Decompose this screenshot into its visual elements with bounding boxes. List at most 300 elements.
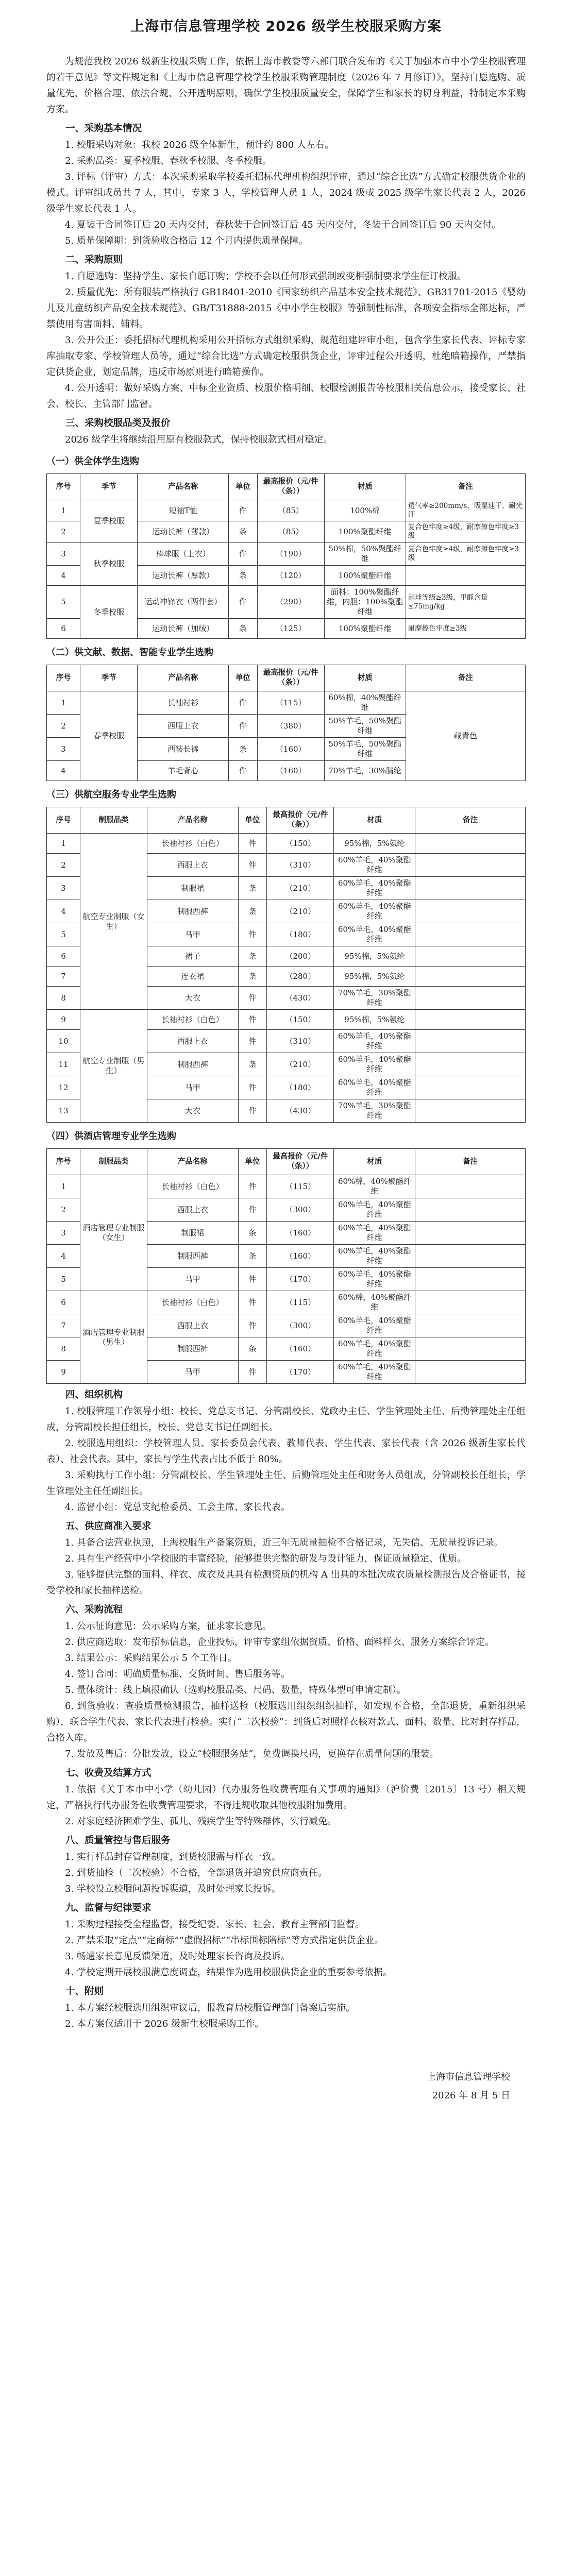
cell: 连衣裙 bbox=[147, 967, 239, 987]
column-header: 产品名称 bbox=[147, 1149, 239, 1175]
cell: 件 bbox=[228, 761, 257, 781]
cell: （85） bbox=[257, 521, 324, 543]
cell: 制服裙 bbox=[147, 1222, 239, 1245]
cell: （300） bbox=[267, 1314, 334, 1337]
paragraph: 2. 供应商选取：发布招标信息，企业投标，评审专家组依据资质、价格、面料样衣、服务方案综合评定。 bbox=[65, 1637, 494, 1648]
section-heading: 七、收费及结算方式 bbox=[65, 1768, 152, 1778]
column-header: 材质 bbox=[334, 807, 415, 834]
paragraph: 3. 畅通家长意见反馈渠道，及时处理家长咨询及投诉。 bbox=[65, 1951, 290, 1962]
cell: 条 bbox=[238, 877, 267, 900]
paragraph: 4. 夏装于合同签订后 20 天内交付，春秋装于合同签订后 45 天内交付，冬装于合同签订后 90 天内交付。 bbox=[65, 219, 501, 230]
cell: 长袖衬衫 bbox=[138, 691, 229, 715]
cell: 夏季校服 bbox=[80, 500, 138, 543]
paragraph: 1. 校服采购对象：我校 2026 级全体新生，预计约 800 人左右。 bbox=[65, 140, 334, 150]
cell: 制服西裤 bbox=[147, 900, 239, 923]
cell: （300） bbox=[267, 1198, 334, 1222]
column-header: 材质 bbox=[324, 474, 406, 500]
cell: 航空专业制服（女生） bbox=[80, 834, 147, 1010]
cell: （180） bbox=[267, 1076, 334, 1099]
cell: 件 bbox=[238, 1268, 267, 1291]
cell: 4 bbox=[47, 1245, 80, 1268]
cell: 60%棉，40%聚酯纤维 bbox=[324, 691, 406, 715]
column-header: 最高报价（元/件（条）） bbox=[267, 1149, 334, 1175]
paragraph: 4. 监督小组：党总支纪检委员、工会主席、家长代表。 bbox=[65, 1502, 290, 1513]
table-header-row bbox=[47, 1149, 526, 1175]
cell: （150） bbox=[267, 1010, 334, 1030]
cell bbox=[415, 923, 526, 946]
cell: 4 bbox=[47, 761, 80, 781]
cell: 复合色牢度≥4级，耐摩擦色牢度≥3级 bbox=[406, 521, 525, 543]
cell bbox=[415, 834, 526, 854]
table-title: （二）供文献、数据、智能专业学生选购 bbox=[46, 647, 213, 658]
cell bbox=[415, 1198, 526, 1222]
cell: （310） bbox=[267, 1030, 334, 1053]
cell: 11 bbox=[47, 1053, 80, 1076]
paragraph: 2. 严禁采取“定点”“定商标”“虚假招标”“串标围标陪标”等方式指定供货企业。 bbox=[65, 1935, 384, 1946]
cell: （290） bbox=[257, 586, 324, 619]
column-header: 最高报价（元/件（条）） bbox=[267, 807, 334, 834]
section-heading: 八、质量管控与售后服务 bbox=[65, 1835, 171, 1846]
section-quality-control bbox=[46, 1833, 526, 1897]
column-header: 材质 bbox=[334, 1149, 415, 1175]
section-heading: 九、监督与纪律要求 bbox=[65, 1903, 152, 1913]
cell: 1 bbox=[47, 691, 80, 715]
cell: 酒店管理专业制服（女生） bbox=[80, 1175, 147, 1291]
cell: 条 bbox=[228, 619, 257, 639]
cell: 2 bbox=[47, 715, 80, 738]
table-row bbox=[47, 691, 526, 715]
cell: 100%聚酯纤维 bbox=[324, 566, 406, 586]
cell bbox=[415, 946, 526, 967]
cell bbox=[415, 1337, 526, 1361]
cell: 件 bbox=[228, 691, 257, 715]
signature-org: 上海市信息管理学校 bbox=[427, 2072, 510, 2082]
cell: （180） bbox=[267, 923, 334, 946]
cell: 长袖衬衫（白色） bbox=[147, 1010, 239, 1030]
cell bbox=[415, 1076, 526, 1099]
paragraph: 5. 量体统计：线上填报确认（选购校服品类、尺码、数量，特殊体型可申请定制）。 bbox=[65, 1685, 406, 1696]
cell: 酒店管理专业制服（男生） bbox=[80, 1291, 147, 1384]
cell: 透气率≥200mm/s，吸湿速干，耐光汗 bbox=[406, 500, 525, 521]
table-title: （四）供酒店管理专业学生选购 bbox=[46, 1131, 176, 1142]
cell: 西服上衣 bbox=[147, 854, 239, 877]
cell: 条 bbox=[228, 521, 257, 543]
column-header: 单位 bbox=[238, 1149, 267, 1175]
column-header: 备注 bbox=[415, 807, 526, 834]
cell: 件 bbox=[238, 1076, 267, 1099]
cell bbox=[415, 1222, 526, 1245]
cell: 5 bbox=[47, 1268, 80, 1291]
cell: 件 bbox=[238, 923, 267, 946]
column-header: 备注 bbox=[406, 665, 525, 691]
cell: 长袖衬衫（白色） bbox=[147, 1291, 239, 1314]
cell: 60%羊毛，40%聚酯纤维 bbox=[334, 1198, 415, 1222]
cell: 起球等级≥3级，甲醛含量≤75mg/kg bbox=[406, 586, 525, 619]
cell: 件 bbox=[228, 586, 257, 619]
cell: 7 bbox=[47, 1314, 80, 1337]
cell bbox=[415, 854, 526, 877]
cell bbox=[415, 1099, 526, 1123]
cell: （430） bbox=[267, 987, 334, 1010]
cell: 马甲 bbox=[147, 1268, 239, 1291]
uniform-table-all-students bbox=[46, 473, 526, 639]
paragraph: 2. 到货抽检（二次校验）不合格，全部退货并追究供应商责任。 bbox=[65, 1868, 327, 1878]
cell: 6 bbox=[47, 619, 80, 639]
section-procurement-process bbox=[46, 1602, 526, 1762]
cell: 制服西裤 bbox=[147, 1337, 239, 1361]
cell: 60%羊毛，40%聚酯纤维 bbox=[334, 1361, 415, 1384]
cell: （85） bbox=[257, 500, 324, 521]
cell bbox=[415, 1030, 526, 1053]
cell: 件 bbox=[238, 1314, 267, 1337]
intro-paragraph: 为规范我校 2026 级新生校服采购工作，依据上海市教委等六部门联合发布的《关于加强本市中小学生校服管理的若干意见》等文件规定和《上海市信息管理学校学生校服采购管理制度（2026 年 7 月修订）》，坚持自愿选购、质量优先、价格合理、依法合规、公开透明原则，确保学生校服质量安全，保障学生和家长的切身利益，特制定本采购方案。 bbox=[46, 56, 526, 115]
paragraph: 3. 采购执行工作小组：分管副校长、学生管理处主任、后勤管理处主任和财务人员组成，分管副校长任组长，学生管理处主任任副组长。 bbox=[46, 1470, 526, 1497]
cell: 8 bbox=[47, 987, 80, 1010]
cell: （310） bbox=[267, 854, 334, 877]
paragraph: 3. 结果公示：采购结果公示 5 个工作日。 bbox=[65, 1653, 237, 1664]
paragraph: 1. 公示征询意见：公示采购方案，征求家长意见。 bbox=[65, 1621, 272, 1632]
signature-date: 2026 年 8 月 5 日 bbox=[432, 2090, 510, 2101]
cell: （380） bbox=[257, 715, 324, 738]
cell bbox=[415, 1291, 526, 1314]
column-header: 单位 bbox=[238, 807, 267, 834]
column-header: 材质 bbox=[324, 665, 406, 691]
paragraph: 5. 质量保障期：到货验收合格后 12 个月内提供质量保障。 bbox=[65, 235, 308, 246]
section-heading: 二、采购原则 bbox=[65, 255, 123, 265]
cell: 50%羊毛，50%聚酯纤维 bbox=[324, 738, 406, 761]
paragraph: 1. 采购过程接受全程监督，接受纪委、家长、社会、教育主管部门监督。 bbox=[65, 1919, 364, 1930]
cell: 制服裙 bbox=[147, 877, 239, 900]
column-header: 季节 bbox=[80, 474, 138, 500]
cell: 60%棉，40%聚酯纤维 bbox=[334, 1175, 415, 1198]
column-header: 序号 bbox=[47, 474, 80, 500]
column-header: 制服品类 bbox=[80, 1149, 147, 1175]
section-fees bbox=[46, 1765, 526, 1829]
section-heading: 十、附则 bbox=[65, 1986, 104, 1997]
paragraph: 2. 对家庭经济困难学生、孤儿、残疾学生等特殊群体，实行减免。 bbox=[65, 1816, 337, 1827]
cell: 9 bbox=[47, 1361, 80, 1384]
paragraph: 3. 能够提供完整的面料、样衣、成衣及其具有检测资质的机构 A 出具的本批次成衣质量检测报告及合格证书，接受学校和家长抽样送检。 bbox=[46, 1569, 526, 1596]
paragraph: 4. 公开透明：做好采购方案、中标企业资质、校服价格明细、校服检测报告等校服相关信息公示，接受家长、社会、校长、主管部门监督。 bbox=[46, 383, 526, 410]
paragraph: 1. 校服管理工作领导小组：校长、党总支书记、分管副校长、党政办主任、学生管理处主任、后勤管理处主任组成，分管副校长担任组长，校长、党总支书记任副组长。 bbox=[46, 1406, 526, 1433]
uniform-table-hotel bbox=[46, 1148, 526, 1384]
cell: 大衣 bbox=[147, 1099, 239, 1123]
cell: 面料：100%聚酯纤维，内胆：100%聚酯纤维 bbox=[324, 586, 406, 619]
cell: （160） bbox=[267, 1337, 334, 1361]
column-header: 制服品类 bbox=[80, 807, 147, 834]
paragraph: 6. 到货验收：查验质量检测报告，抽样送检（校服选用组织组织抽样，如发现不合格，全部退货，重新组织采购），联合学生代表、家长代表进行检验。实行“二次校验”：到货后对照样衣核对款式、面料、数量、比对封存样品，合格入库。 bbox=[46, 1701, 526, 1743]
cell: 条 bbox=[228, 738, 257, 761]
cell: 9 bbox=[47, 1010, 80, 1030]
table-row bbox=[47, 586, 526, 619]
table-row bbox=[47, 543, 526, 566]
uniform-table-majors bbox=[46, 665, 526, 781]
cell: （170） bbox=[267, 1268, 334, 1291]
cell: 13 bbox=[47, 1099, 80, 1123]
cell: （160） bbox=[257, 761, 324, 781]
cell: 60%羊毛，40%聚酯纤维 bbox=[334, 1268, 415, 1291]
cell: 西服上衣 bbox=[147, 1030, 239, 1053]
paragraph: 2026 级学生将继续沿用原有校服款式，保持校服款式相对稳定。 bbox=[65, 434, 333, 445]
section-uniform-items bbox=[46, 415, 526, 1384]
cell: （120） bbox=[257, 566, 324, 586]
cell: 70%羊毛，30%聚酯纤维 bbox=[334, 987, 415, 1010]
section-heading: 六、采购流程 bbox=[65, 1604, 123, 1615]
cell: 50%棉，50%聚酯纤维 bbox=[324, 543, 406, 566]
table-row bbox=[47, 1175, 526, 1198]
cell: 60%羊毛，40%聚酯纤维 bbox=[334, 923, 415, 946]
section-supplementary bbox=[46, 1984, 526, 2032]
cell: （115） bbox=[257, 691, 324, 715]
cell: 长袖衬衫（白色） bbox=[147, 1175, 239, 1198]
cell: （115） bbox=[267, 1291, 334, 1314]
cell: 航空专业制服（男生） bbox=[80, 1010, 147, 1123]
paragraph: 4. 学校定期开展校服满意度调查，结果作为选用校服供货企业的重要参考依据。 bbox=[65, 1967, 392, 1978]
paragraph: 3. 学校设立校服问题投诉渠道，及时处理家长投诉。 bbox=[65, 1884, 281, 1894]
cell bbox=[415, 1053, 526, 1076]
cell: 运动长裤（厚款） bbox=[138, 566, 229, 586]
cell: 95%棉，5%氨纶 bbox=[334, 834, 415, 854]
cell: 50%羊毛，50%聚酯纤维 bbox=[324, 715, 406, 738]
cell bbox=[415, 877, 526, 900]
cell: 羊毛背心 bbox=[138, 761, 229, 781]
cell: 件 bbox=[238, 1291, 267, 1314]
cell: 马甲 bbox=[147, 923, 239, 946]
column-header: 序号 bbox=[47, 807, 80, 834]
cell: 运动长裤（薄款） bbox=[138, 521, 229, 543]
cell: 100%棉 bbox=[324, 500, 406, 521]
table-header-row bbox=[47, 807, 526, 834]
cell: 60%羊毛，40%聚酯纤维 bbox=[334, 877, 415, 900]
cell: 复合色牢度≥4级，耐摩擦色牢度≥3级 bbox=[406, 543, 525, 566]
cell: 60%羊毛，40%聚酯纤维 bbox=[334, 1222, 415, 1245]
table-title: （三）供航空服务专业学生选购 bbox=[46, 789, 176, 800]
cell: 3 bbox=[47, 1222, 80, 1245]
cell bbox=[415, 1314, 526, 1337]
cell: 件 bbox=[228, 715, 257, 738]
paragraph: 1. 实行样品封存管理制度，到货校服需与样衣一致。 bbox=[65, 1852, 281, 1862]
cell bbox=[415, 1361, 526, 1384]
paragraph: 3. 评标（评审）方式：本次采购采取学校委托招标代理机构组织评审，通过“综合比选”方式确定校服供货企业的模式。评审组成员共 7 人，其中，专家 3 人，学校管理人员 1 人，2024 级或 2025 级学生家长代表 2 人，2026 级学生家长代表 1 人。 bbox=[46, 172, 526, 214]
cell: 5 bbox=[47, 586, 80, 619]
section-heading: 四、组织机构 bbox=[65, 1389, 123, 1400]
cell: 60%羊毛，40%聚酯纤维 bbox=[334, 1030, 415, 1053]
cell: 4 bbox=[47, 566, 80, 586]
section-supplier-requirements bbox=[46, 1518, 526, 1599]
section-heading: 五、供应商准入要求 bbox=[65, 1521, 152, 1532]
column-header: 最高报价（元/件（条）） bbox=[257, 474, 324, 500]
cell bbox=[415, 967, 526, 987]
section-supervision bbox=[46, 1900, 526, 1980]
column-header: 产品名称 bbox=[138, 665, 229, 691]
cell: 条 bbox=[238, 946, 267, 967]
cell: 件 bbox=[238, 1198, 267, 1222]
paragraph: 2. 采购品类：夏季校服、春秋季校服、冬季校服。 bbox=[65, 156, 272, 166]
cell bbox=[415, 1175, 526, 1198]
cell: 2 bbox=[47, 521, 80, 543]
cell: 件 bbox=[228, 500, 257, 521]
cell bbox=[415, 1268, 526, 1291]
cell: 件 bbox=[238, 1030, 267, 1053]
table-row bbox=[47, 834, 526, 854]
cell bbox=[406, 566, 525, 586]
section-organization bbox=[46, 1387, 526, 1515]
paragraph: 1. 具备合法营业执照，上海校服生产备案资质，近三年无质量抽检不合格记录，无失信、无质量投诉记录。 bbox=[65, 1537, 503, 1548]
cell: 耐摩擦色牢度≥3级 bbox=[406, 619, 525, 639]
column-header: 序号 bbox=[47, 1149, 80, 1175]
cell: 条 bbox=[238, 1337, 267, 1361]
cell: 件 bbox=[238, 987, 267, 1010]
cell: （210） bbox=[267, 1053, 334, 1076]
cell: 3 bbox=[47, 738, 80, 761]
cell: （115） bbox=[267, 1175, 334, 1198]
cell: 藏青色 bbox=[406, 691, 525, 781]
cell: 件 bbox=[238, 1175, 267, 1198]
column-header: 备注 bbox=[415, 1149, 526, 1175]
table-row bbox=[47, 1291, 526, 1314]
paragraph: 3. 公开公正：委托招标代理机构采用公开招标方式组织采购，规范组建评审小组，包含学生家长代表、评标专家库抽取专家、学校管理人员等，通过“综合比选”方式确定校服供货企业，评审过程公开透明，杜绝暗箱操作，严禁指定供货企业，划定品牌，违反市场原则进行暗箱操作。 bbox=[46, 335, 526, 378]
paragraph: 2. 校服选用组织：学校管理人员、家长委员会代表、教师代表、学生代表、家长代表（含 2026 级新生家长代表）、社会代表。其中，家长与学生代表占比不低于 80%。 bbox=[46, 1438, 526, 1465]
cell: 马甲 bbox=[147, 1361, 239, 1384]
cell: 2 bbox=[47, 854, 80, 877]
table-title: （一）供全体学生选购 bbox=[46, 456, 139, 467]
table-header-row bbox=[47, 474, 526, 500]
cell: 70%羊毛，30%聚酯纤维 bbox=[334, 1099, 415, 1123]
cell: 件 bbox=[238, 834, 267, 854]
column-header: 备注 bbox=[406, 474, 525, 500]
column-header: 单位 bbox=[228, 474, 257, 500]
column-header: 序号 bbox=[47, 665, 80, 691]
cell: 6 bbox=[47, 946, 80, 967]
cell: 100%聚酯纤维 bbox=[324, 619, 406, 639]
cell: 条 bbox=[238, 1053, 267, 1076]
section-basic-info bbox=[46, 121, 526, 249]
cell: 制服西裤 bbox=[147, 1053, 239, 1076]
cell: 件 bbox=[238, 854, 267, 877]
cell: 8 bbox=[47, 1337, 80, 1361]
cell: 短袖T恤 bbox=[138, 500, 229, 521]
column-header: 单位 bbox=[228, 665, 257, 691]
cell: 条 bbox=[238, 967, 267, 987]
cell bbox=[415, 900, 526, 923]
table-row bbox=[47, 500, 526, 521]
paragraph: 1. 自愿选购：坚持学生、家长自愿订购；学校不会以任何形式强制或变相强制要求学生征订校服。 bbox=[65, 271, 466, 282]
column-header: 产品名称 bbox=[147, 807, 239, 834]
cell: 件 bbox=[238, 1361, 267, 1384]
cell: 60%羊毛，40%聚酯纤维 bbox=[334, 900, 415, 923]
cell: 条 bbox=[238, 1222, 267, 1245]
cell: 条 bbox=[238, 900, 267, 923]
cell: 制服西裤 bbox=[147, 1245, 239, 1268]
cell: 大衣 bbox=[147, 987, 239, 1010]
cell: 100%聚酯纤维 bbox=[324, 521, 406, 543]
cell: 60%羊毛，40%聚酯纤维 bbox=[334, 1245, 415, 1268]
cell: 60%羊毛，40%聚酯纤维 bbox=[334, 854, 415, 877]
cell: 运动长裤（加绒） bbox=[138, 619, 229, 639]
cell: 60%羊毛，40%聚酯纤维 bbox=[334, 1337, 415, 1361]
cell: 60%羊毛，40%聚酯纤维 bbox=[334, 1314, 415, 1337]
cell: 马甲 bbox=[147, 1076, 239, 1099]
column-header: 产品名称 bbox=[138, 474, 229, 500]
column-header: 最高报价（元/件（条）） bbox=[257, 665, 324, 691]
cell bbox=[415, 1245, 526, 1268]
paragraph: 4. 签订合同：明确质量标准、交货时间、售后服务等。 bbox=[65, 1669, 290, 1680]
cell: 秋季校服 bbox=[80, 543, 138, 586]
cell: （160） bbox=[257, 738, 324, 761]
paragraph: 2. 本方案仅适用于 2026 级新生校服采购工作。 bbox=[65, 2019, 264, 2029]
cell: （160） bbox=[267, 1245, 334, 1268]
cell: 6 bbox=[47, 1291, 80, 1314]
section-heading: 一、采购基本情况 bbox=[65, 123, 142, 134]
cell: 10 bbox=[47, 1030, 80, 1053]
cell: （170） bbox=[267, 1361, 334, 1384]
cell: （210） bbox=[267, 877, 334, 900]
cell: （280） bbox=[267, 967, 334, 987]
paragraph: 2. 质量优先：所有服装严格执行 GB18401-2010《国家纺织产品基本安全技术规范》、GB31701-2015《婴幼儿及儿童纺织产品安全技术规范》、GB/T31888-2015《中小学生校服》等强制性标准，各项安全指标全部达标，严禁使用有害面料、辅料。 bbox=[46, 287, 526, 330]
cell: 西服上衣 bbox=[138, 715, 229, 738]
cell: 1 bbox=[47, 1175, 80, 1198]
cell: 西服上衣 bbox=[147, 1314, 239, 1337]
cell: 95%棉，5%氨纶 bbox=[334, 1010, 415, 1030]
cell: 4 bbox=[47, 900, 80, 923]
cell: 春季校服 bbox=[80, 691, 138, 781]
cell: 长袖衬衫（白色） bbox=[147, 834, 239, 854]
cell: 60%羊毛，40%聚酯纤维 bbox=[334, 1076, 415, 1099]
cell: 5 bbox=[47, 923, 80, 946]
cell: 1 bbox=[47, 500, 80, 521]
paragraph: 1. 本方案经校服选用组织审议后，报教育局校服管理部门备案后实施。 bbox=[65, 2003, 355, 2013]
cell: 3 bbox=[47, 877, 80, 900]
cell bbox=[415, 987, 526, 1010]
cell: 件 bbox=[228, 543, 257, 566]
signature-block bbox=[46, 2068, 526, 2105]
cell: 70%羊毛，30%腈纶 bbox=[324, 761, 406, 781]
cell: 95%棉，5%氨纶 bbox=[334, 946, 415, 967]
cell: （125） bbox=[257, 619, 324, 639]
cell: （150） bbox=[267, 834, 334, 854]
cell bbox=[415, 1010, 526, 1030]
cell: 棒球服（上衣） bbox=[138, 543, 229, 566]
uniform-table-aviation bbox=[46, 807, 526, 1123]
cell: 3 bbox=[47, 543, 80, 566]
table-row bbox=[47, 1010, 526, 1030]
cell: （160） bbox=[267, 1222, 334, 1245]
cell: 2 bbox=[47, 1198, 80, 1222]
cell: 1 bbox=[47, 834, 80, 854]
document-title: 上海市信息管理学校 2026 级学生校服采购方案 bbox=[130, 19, 442, 35]
cell: 运动冲锋衣（两件套） bbox=[138, 586, 229, 619]
cell: 裙子 bbox=[147, 946, 239, 967]
section-heading: 三、采购校服品类及报价 bbox=[65, 418, 171, 429]
cell: 件 bbox=[238, 1099, 267, 1123]
column-header: 季节 bbox=[80, 665, 138, 691]
cell: 60%羊毛，40%聚酯纤维 bbox=[334, 1053, 415, 1076]
paragraph: 1. 依据《关于本市中小学（幼儿园）代办服务性收费管理有关事项的通知》（沪价费〔2015〕13 号）相关规定，严格执行代办服务性收费管理要求，不得违规收取其他校服附加费用。 bbox=[46, 1784, 526, 1811]
paragraph: 2. 具有生产经营中小学校服的丰富经验，能够提供完整的研发与设计能力，保证质量稳定、优质。 bbox=[65, 1553, 466, 1564]
cell: 条 bbox=[238, 1245, 267, 1268]
cell: 条 bbox=[228, 566, 257, 586]
section-principles bbox=[46, 252, 526, 412]
table-header-row bbox=[47, 665, 526, 691]
cell: （200） bbox=[267, 946, 334, 967]
paragraph: 7. 发放及售后：分批发放，设立“校服服务站”，免费调换尺码，更换存在质量问题的服装。 bbox=[65, 1749, 439, 1759]
cell: 件 bbox=[238, 1010, 267, 1030]
cell: 7 bbox=[47, 967, 80, 987]
cell: （190） bbox=[257, 543, 324, 566]
cell: 95%棉，5%氨纶 bbox=[334, 967, 415, 987]
cell: 冬季校服 bbox=[80, 586, 138, 639]
cell: 西服上衣 bbox=[147, 1198, 239, 1222]
